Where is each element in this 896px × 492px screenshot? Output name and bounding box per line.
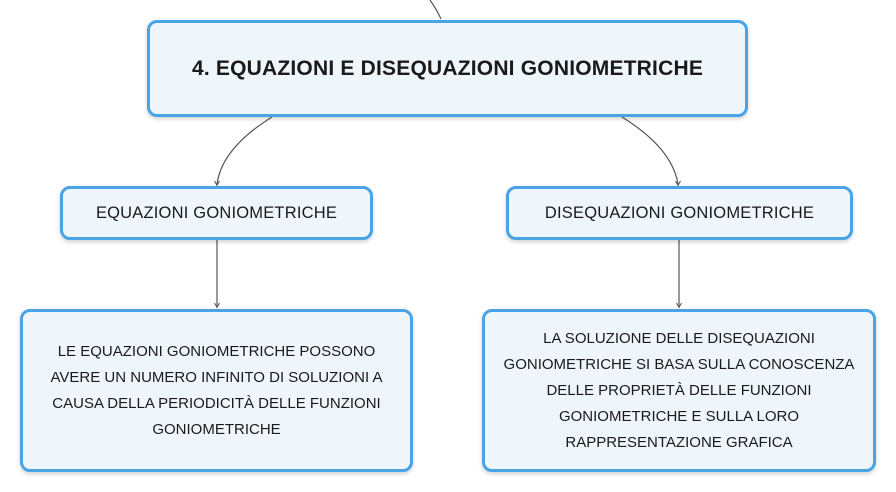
connector-parent-to-root: [430, 0, 441, 19]
subtopic-text: LE EQUAZIONI GONIOMETRICHE POSSONO AVERE UN NUMERO INFINITO DI SOLUZIONI A CAUSA DELLA PERIODICITÀ DELLE FUNZIONI GONIOMETRICHE: [50, 342, 383, 438]
connector-root-to-equazioni: [217, 117, 272, 184]
subtopic-disequazioni-detail[interactable]: [482, 309, 876, 472]
root-topic-title: 4. EQUAZIONI E DISEQUAZIONI GONIOMETRICHE: [191, 56, 704, 80]
subtopic-text: LA SOLUZIONE DELLE DISEQUAZIONI GONIOMETRICHE SI BASA SULLA CONOSCENZA DELLE PROPRIETÀ DELLE FUNZIONI GONIOMETRICHE E SULLA LORO RAPPRESENTAZIONE GRAFICA: [503, 329, 855, 451]
topic-label: EQUAZIONI GONIOMETRICHE: [95, 203, 338, 222]
root-topic[interactable]: [147, 20, 748, 117]
subtopic-equazioni-detail[interactable]: [20, 309, 413, 472]
connector-root-to-disequazioni: [622, 117, 678, 184]
topic-disequazioni-goniometriche[interactable]: [506, 186, 853, 240]
topic-equazioni-goniometriche[interactable]: [60, 186, 373, 240]
topic-label: DISEQUAZIONI GONIOMETRICHE: [544, 203, 815, 222]
